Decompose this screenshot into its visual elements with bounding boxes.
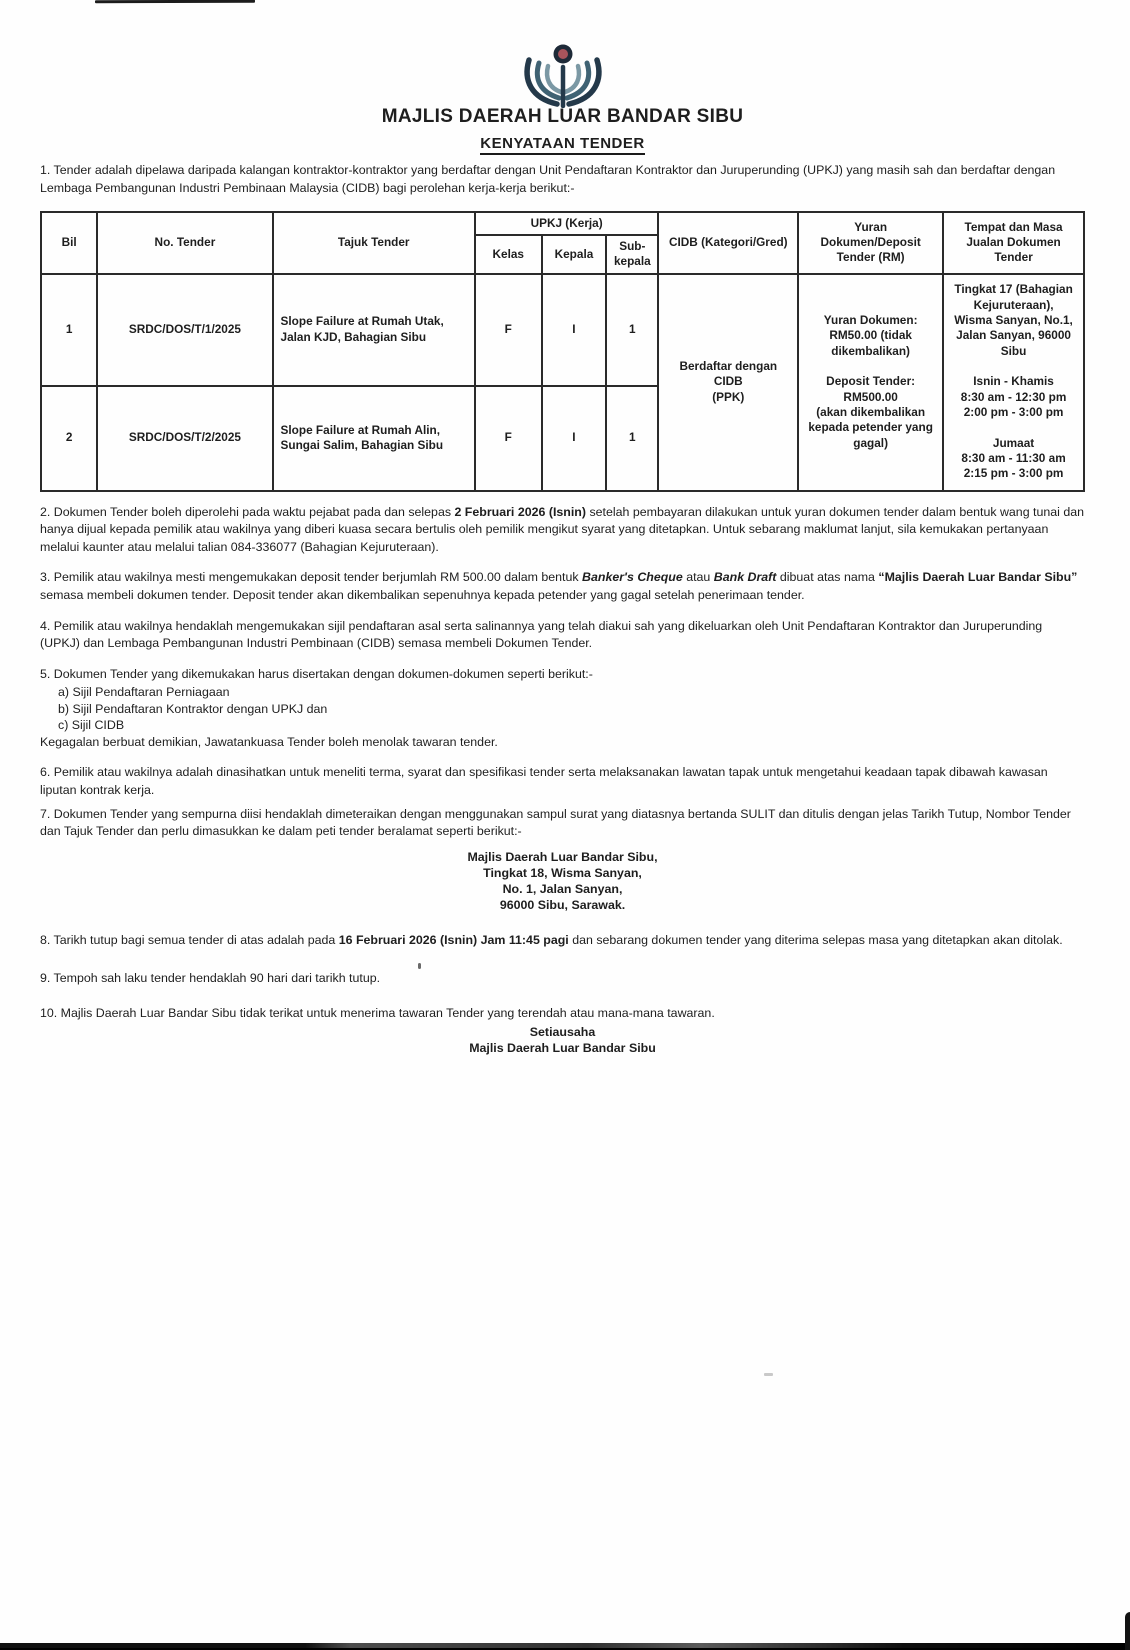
paragraph-7: 7. Dokumen Tender yang sempurna diisi hendaklah dimeteraikan dengan menggunakan sampul surat yang diatasnya bertanda SULIT dan ditulis dengan jelas Tarikh Tutup, Nombor Tender dan Tajuk Tender dan perlu dimasukkan ke dalam peti tender beralamat seperti berikut:- bbox=[40, 806, 1071, 839]
cell-no-tender: SRDC/DOS/T/2/2025 bbox=[97, 386, 272, 491]
col-header-kelas: Kelas bbox=[475, 235, 542, 274]
col-header-kepala: Kepala bbox=[542, 235, 607, 274]
cell-sub-kepala: 1 bbox=[606, 386, 658, 491]
signature-block: Setiausaha Majlis Daerah Luar Bandar Sibu bbox=[469, 1025, 656, 1056]
paragraph-5-items: a) Sijil Pendaftaran Perniagaan b) Sijil Pendaftaran Kontraktor dengan UPKJ dan c) Sijil CIDB bbox=[58, 685, 328, 732]
paragraph-8: 8. Tarikh tutup bagi semua tender di atas adalah pada 16 Februari 2026 (Isnin) Jam 11:45 pagi dan sebarang dokumen tender yang diterima selepas masa yang ditetapkan akan ditolak. bbox=[40, 933, 1063, 948]
cell-yuran-merged: Yuran Dokumen: RM50.00 (tidak dikembalikan) Deposit Tender: RM500.00 (akan dikembalikan kepada petender yang gagal) bbox=[798, 274, 943, 491]
paragraph-4: 4. Pemilik atau wakilnya hendaklah mengemukakan sijil pendaftaran asal serta salinannya yang telah diakui sah yang dikeluarkan oleh Unit Pendaftaran Kontraktor dan Juruperunding (UPKJ) dan Lembaga Pembangunan Industri Pembinaan (CIDB) semasa membeli Dokumen Tender. bbox=[40, 618, 1043, 651]
cell-tajuk-tender: Slope Failure at Rumah Alin, Sungai Salim, Bahagian Sibu bbox=[273, 386, 475, 491]
paragraph-6: 6. Pemilik atau wakilnya adalah dinasihatkan untuk meneliti terma, syarat dan spesifikasi tender serta melaksanakan lawatan tapak untuk mengetahui keadaan tapak dibawah kawasan liputan kontrak kerja. bbox=[40, 765, 1048, 798]
paragraph-1: 1. Tender adalah dipelawa daripada kalangan kontraktor-kontraktor yang berdaftar dengan Unit Pendaftaran Kontraktor dan Juruperunding (UPKJ) yang masih sah dan berdaftar dengan Lembaga Pembangunan Industri Pembinaan Malaysia (CIDB) bagi perolehan kerja-kerja berikut:- bbox=[40, 163, 1056, 195]
col-header-tajuk-tender: Tajuk Tender bbox=[273, 212, 475, 274]
cell-tajuk-tender: Slope Failure at Rumah Utak, Jalan KJD, Bahagian Sibu bbox=[273, 274, 475, 386]
col-header-tempat: Tempat dan Masa Jualan Dokumen Tender bbox=[943, 212, 1084, 274]
cell-kelas: F bbox=[475, 386, 542, 491]
paragraph-5-footer: Kegagalan berbuat demikian, Jawatankuasa Tender boleh menolak tawaran tender. bbox=[40, 734, 498, 749]
scan-artifact-dot bbox=[418, 963, 421, 969]
tender-box-address: Majlis Daerah Luar Bandar Sibu, Tingkat 18, Wisma Sanyan, No. 1, Jalan Sanyan, 96000 Sibu, Sarawak. bbox=[467, 849, 658, 913]
logo-arc-left-inner bbox=[547, 66, 561, 92]
paragraph-10: 10. Majlis Daerah Luar Bandar Sibu tidak terikat untuk menerima tawaran Tender yang terendah atau mana-mana tawaran. bbox=[40, 1005, 715, 1020]
scan-artifact-smudge bbox=[764, 1373, 773, 1376]
paragraph-9: 9. Tempoh sah laku tender hendaklah 90 hari dari tarikh tutup. bbox=[40, 971, 381, 985]
cell-no-tender: SRDC/DOS/T/1/2025 bbox=[97, 274, 272, 386]
paragraph-5 bbox=[40, 666, 1085, 752]
tender-table bbox=[40, 211, 1085, 492]
scan-artifact-top-line bbox=[95, 0, 255, 3]
col-header-cidb: CIDB (Kategori/Gred) bbox=[658, 212, 798, 274]
col-header-upkj-group: UPKJ (Kerja) bbox=[475, 212, 659, 235]
col-header-bil: Bil bbox=[41, 212, 97, 274]
col-header-yuran: Yuran Dokumen/Deposit Tender (RM) bbox=[798, 212, 943, 274]
col-header-no-tender: No. Tender bbox=[97, 212, 272, 274]
paragraph-2: 2. Dokumen Tender boleh diperolehi pada waktu pejabat pada dan selepas 2 Februari 2026 (Isnin) setelah pembayaran dilakukan untuk yuran dokumen tender dalam bentuk wang tunai dan hanya dijual kepada pemilik atau wakilnya yang diberi kuasa secara bertulis oleh pemilik mengikut syarat yang ditetapkan. Untuk sebarang maklumat lanjut, sila kemukakan pertanyaan melalui kaunter atau melalui talian 084-336077 (Bahagian Kejuruteraan). bbox=[40, 504, 1085, 554]
cell-bil: 2 bbox=[41, 386, 97, 491]
document-header bbox=[40, 0, 1085, 155]
col-header-sub-kepala: Sub-kepala bbox=[606, 235, 658, 274]
table-row bbox=[41, 274, 1084, 386]
document-title: KENYATAAN TENDER bbox=[480, 136, 644, 156]
cell-bil: 1 bbox=[41, 274, 97, 386]
organization-name: MAJLIS DAERAH LUAR BANDAR SIBU bbox=[381, 106, 744, 127]
cell-cidb-merged: Berdaftar dengan CIDB (PPK) bbox=[658, 274, 798, 491]
paragraph-3: 3. Pemilik atau wakilnya mesti mengemukakan deposit tender berjumlah RM 500.00 dalam bentuk Banker's Cheque atau Bank Draft dibuat atas nama “Majlis Daerah Luar Bandar Sibu” semasa membeli dokumen tender. Deposit tender akan dikembalikan sepenuhnya kepada petender yang gagal setelah penerimaan tender. bbox=[40, 570, 1078, 603]
cell-kepala: I bbox=[542, 386, 607, 491]
scan-artifact-corner bbox=[1125, 1612, 1130, 1650]
council-logo-icon bbox=[515, 44, 611, 108]
cell-sub-kepala: 1 bbox=[606, 274, 658, 386]
paragraph-5-intro: 5. Dokumen Tender yang dikemukakan harus disertakan dengan dokumen-dokumen seperti berikut:- bbox=[40, 666, 593, 681]
cell-kelas: F bbox=[475, 274, 542, 386]
logo-arc-right-inner bbox=[565, 66, 579, 92]
cell-tempat-merged: Tingkat 17 (Bahagian Kejuruteraan), Wisma Sanyan, No.1, Jalan Sanyan, 96000 Sibu Isnin - Khamis 8:30 am - 12:30 pm 2:00 pm - 3:00 pm Jumaat 8:30 am - 11:30 am 2:15 pm - 3:00 pm bbox=[943, 274, 1084, 491]
table-header-row-1 bbox=[41, 212, 1084, 235]
cell-kepala: I bbox=[542, 274, 607, 386]
logo-ball-inner bbox=[558, 49, 568, 59]
